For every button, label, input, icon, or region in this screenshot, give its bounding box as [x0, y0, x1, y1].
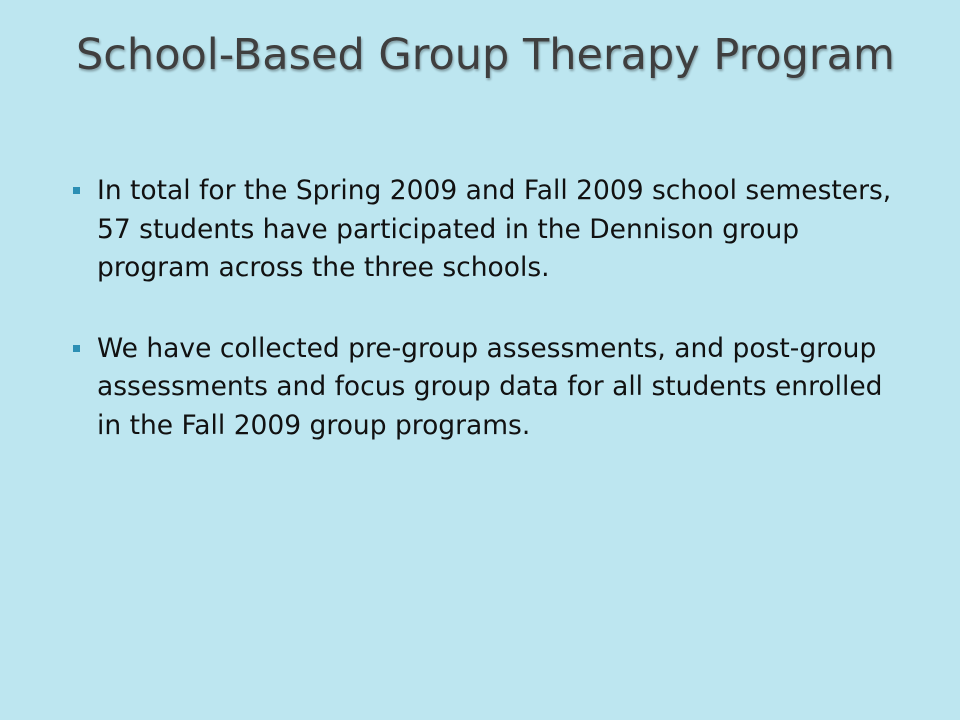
square-bullet-icon	[73, 187, 80, 194]
bullet-list	[72, 172, 902, 445]
bullet-item-participation	[72, 172, 902, 288]
square-bullet-icon	[73, 345, 80, 352]
bullet-text-participation: In total for the Spring 2009 and Fall 2009 school semesters, 57 students have participated in the Dennison group program across the three schools.	[97, 175, 892, 283]
bullet-item-assessments	[72, 330, 902, 446]
slide-title: School-Based Group Therapy Program	[76, 30, 895, 80]
bullet-text-assessments: We have collected pre-group assessments, and post-group assessments and focus group data for all students enrolled in the Fall 2009 group programs.	[97, 332, 883, 441]
